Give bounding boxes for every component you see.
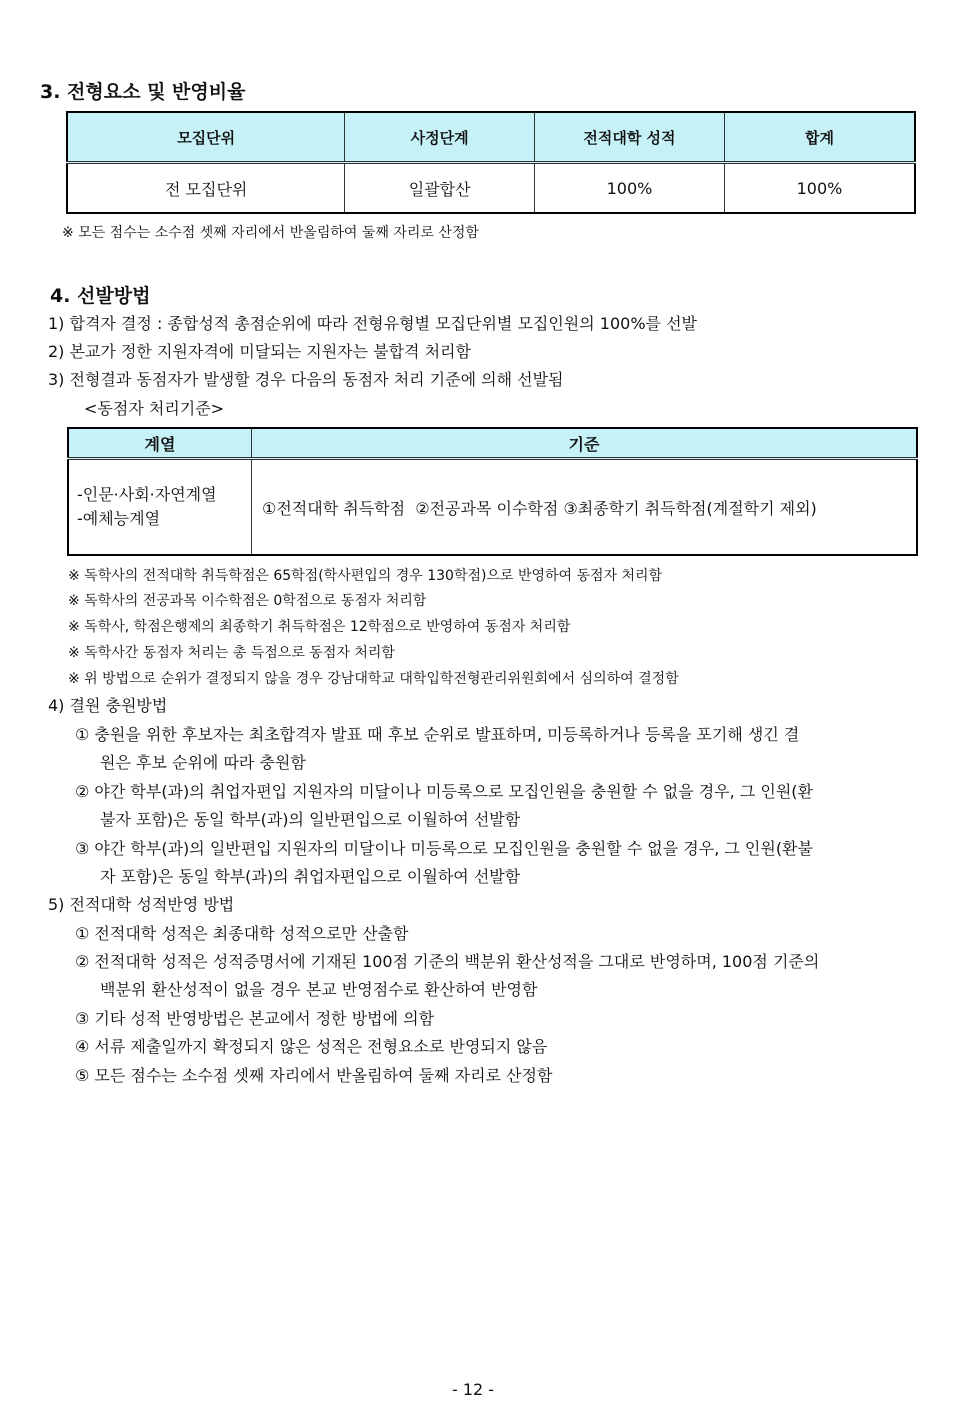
item-5-2-cont: 백분위 환산성적이 없을 경우 본교 반영점수로 환산하여 반영함 <box>100 980 538 999</box>
header-total: 합계 <box>724 112 915 163</box>
item-5-4: ④ 서류 제출일까지 확정되지 않은 성적은 전형요소로 반영되지 않음 <box>75 1037 548 1056</box>
rounding-note: ※ 모든 점수는 소수점 셋째 자리에서 반올림하여 둘째 자리로 산정함 <box>62 225 479 241</box>
item-4-1: ① 충원을 위한 후보자는 최초합격자 발표 때 후보 순위로 발표하며, 미등록하거나 등록을 포기해 생긴 결 <box>75 725 800 744</box>
cell-unit: 전 모집단위 <box>67 163 345 214</box>
item-5-2: ② 전적대학 성적은 성적증명서에 기재된 100점 기준의 백분위 환산성적을 그대로 반영하며, 100점 기준의 <box>75 952 820 971</box>
header-criteria: 기준 <box>252 428 918 459</box>
section3-title: 3. 전형요소 및 반영비율 <box>40 81 246 103</box>
item-5-5: ⑤ 모든 점수는 소수점 셋째 자리에서 반올림하여 둘째 자리로 산정함 <box>75 1066 553 1085</box>
cell-stage: 일괄합산 <box>345 163 535 214</box>
tie-note-5: ※ 위 방법으로 순위가 결정되지 않을 경우 강남대학교 대학입학전형관리위원회에서 심의하여 결정함 <box>68 671 679 687</box>
table-header-row <box>68 428 917 459</box>
header-category: 계열 <box>68 428 252 459</box>
header-unit: 모집단위 <box>67 112 345 163</box>
item-5-1: ① 전적대학 성적은 최종대학 성적으로만 산출함 <box>75 924 409 943</box>
tie-break-table <box>67 427 918 556</box>
item-4-1-cont: 원은 후보 순위에 따라 충원함 <box>100 753 306 772</box>
item-5-3: ③ 기타 성적 반영방법은 본교에서 정한 방법에 의함 <box>75 1009 435 1028</box>
item-4-2: ② 야간 학부(과)의 취업자편입 지원자의 미달이나 미등록으로 모집인원을 충원할 수 없을 경우, 그 인원(환 <box>75 782 813 801</box>
page-number: - 12 - <box>452 1380 495 1399</box>
section4-title: 4. 선발방법 <box>50 285 151 307</box>
item-4-title: 4) 결원 충원방법 <box>48 696 168 715</box>
category-line-1: -인문·사회·자연계열 <box>77 485 217 504</box>
item-5-title: 5) 전적대학 성적반영 방법 <box>48 895 235 914</box>
cell-category <box>68 459 252 556</box>
item-1: 1) 합격자 결정 : 종합성적 총점순위에 따라 전형유형별 모집단위별 모집인원의 100%를 선발 <box>48 314 698 333</box>
tie-note-1: ※ 독학사의 전적대학 취득학점은 65학점(학사편입의 경우 130학점)으로 반영하여 동점자 처리함 <box>68 568 663 584</box>
tie-note-2: ※ 독학사의 전공과목 이수학점은 0학점으로 동점자 처리함 <box>68 593 427 609</box>
tie-note-4: ※ 독학사간 동점자 처리는 총 득점으로 동점자 처리함 <box>68 645 395 661</box>
item-4-2-cont: 불자 포함)은 동일 학부(과)의 일반편입으로 이월하여 선발함 <box>100 810 521 829</box>
item-2: 2) 본교가 정한 지원자격에 미달되는 지원자는 불합격 처리함 <box>48 342 471 361</box>
header-grade: 전적대학 성적 <box>534 112 724 163</box>
cell-grade: 100% <box>534 163 724 214</box>
table-header-row <box>67 112 915 163</box>
selection-ratio-table <box>66 111 916 214</box>
tie-caption: <동점자 처리기준> <box>84 399 225 418</box>
tie-note-3: ※ 독학사, 학점은행제의 최종학기 취득학점은 12학점으로 반영하여 동점자 처리함 <box>68 619 571 635</box>
item-3: 3) 전형결과 동점자가 발생할 경우 다음의 동점자 처리 기준에 의해 선발됨 <box>48 370 564 389</box>
header-stage: 사정단계 <box>345 112 535 163</box>
cell-total: 100% <box>724 163 915 214</box>
item-4-3: ③ 야간 학부(과)의 일반편입 지원자의 미달이나 미등록으로 모집인원을 충원할 수 없을 경우, 그 인원(환불 <box>75 839 813 858</box>
item-4-3-cont: 자 포함)은 동일 학부(과)의 취업자편입으로 이월하여 선발함 <box>100 867 521 886</box>
table-row <box>68 459 917 556</box>
table-row <box>67 163 915 214</box>
category-line-2: -예체능계열 <box>77 509 161 528</box>
cell-criteria: ①전적대학 취득학점 ②전공과목 이수학점 ③최종학기 취득학점(계절학기 제외) <box>252 459 918 556</box>
